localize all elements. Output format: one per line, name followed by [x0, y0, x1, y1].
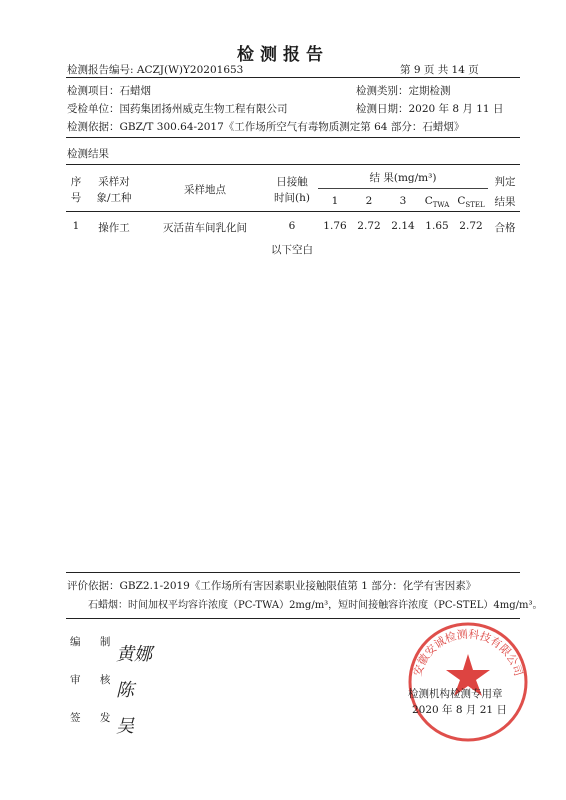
seal-date: 2020 年 8 月 21 日 [412, 704, 507, 716]
evaluation-basis: 评价依据：GBZ2.1-2019《工作场所有害因素职业接触限值第 1 部分：化学有害因素》 [67, 580, 477, 592]
header-rule [66, 77, 520, 78]
row-ctwa: 1.65 [425, 220, 449, 232]
header-result-rule [318, 188, 488, 189]
seal-outer-text: 安徽安诚检测科技有限公司 [411, 627, 525, 678]
official-seal [398, 620, 538, 750]
row-exposure: 6 [288, 220, 296, 232]
header-location: 采样地点 [184, 184, 226, 196]
table-header-rule [66, 211, 520, 212]
compile-signature: 黄娜 [116, 644, 152, 665]
header-verdict-1: 判定 [494, 176, 516, 188]
row-object: 操作工 [98, 222, 130, 234]
header-exposure-2: 时间(h) [274, 192, 310, 204]
header-r2: 2 [365, 195, 373, 207]
header-r1: 1 [331, 195, 339, 207]
row-seq: 1 [72, 220, 80, 232]
row-location: 灭活苗车间乳化间 [163, 222, 247, 234]
blank-note: 以下空白 [271, 244, 313, 256]
row-verdict: 合格 [494, 222, 516, 234]
row-r2: 2.72 [357, 220, 381, 232]
test-category: 检测类别：定期检测 [356, 85, 451, 97]
header-seq-2: 号 [70, 192, 82, 204]
review-label: 审 核 [70, 674, 119, 686]
results-label: 检测结果 [67, 148, 109, 160]
header-object-1: 采样对 [98, 176, 130, 188]
evaluation-top-rule [66, 572, 520, 573]
evaluation-bottom-rule [66, 618, 520, 619]
row-r3: 2.14 [391, 220, 415, 232]
table-top-rule [66, 164, 520, 165]
header-r3: 3 [399, 195, 407, 207]
client-unit: 受检单位：国药集团扬州威克生物工程有限公司 [67, 103, 288, 115]
issue-signature: 吴 [116, 716, 134, 737]
test-basis: 检测依据：GBZ/T 300.64-2017《工作场所空气有毒物质测定第 64 部分：石蜡烟》 [67, 121, 465, 133]
header-cstel: $C_{STEL}$ [457, 195, 485, 210]
review-signature: 陈 [116, 680, 134, 701]
evaluation-limits: 石蜡烟：时间加权平均容许浓度（PC-TWA）2mg/m³，短时间接触容许浓度（PC-STEL）4mg/m³。 [88, 600, 543, 611]
info-rule [66, 137, 520, 138]
header-verdict-2: 结果 [494, 196, 516, 208]
compile-label: 编 制 [70, 636, 119, 648]
seal-inner-text: 检测机构检测专用章 [408, 688, 503, 700]
header-result-group: 结 果(mg/m³) [369, 172, 437, 184]
row-r1: 1.76 [323, 220, 347, 232]
page-info: 第 9 页 共 14 页 [400, 64, 479, 76]
header-ctwa: $C_{TWA}$ [424, 195, 450, 210]
row-cstel: 2.72 [459, 220, 483, 232]
header-object-2: 象/工种 [96, 192, 132, 204]
test-date: 检测日期：2020 年 8 月 11 日 [356, 103, 504, 115]
header-exposure-1: 日接触 [276, 176, 308, 188]
seal-graphic [398, 620, 538, 750]
report-title: 检测报告 [237, 45, 329, 65]
header-seq-1: 序 [70, 176, 82, 188]
report-number: 检测报告编号: ACZJ(W)Y20201653 [67, 64, 244, 76]
test-item: 检测项目：石蜡烟 [67, 85, 151, 97]
issue-label: 签 发 [70, 712, 119, 724]
